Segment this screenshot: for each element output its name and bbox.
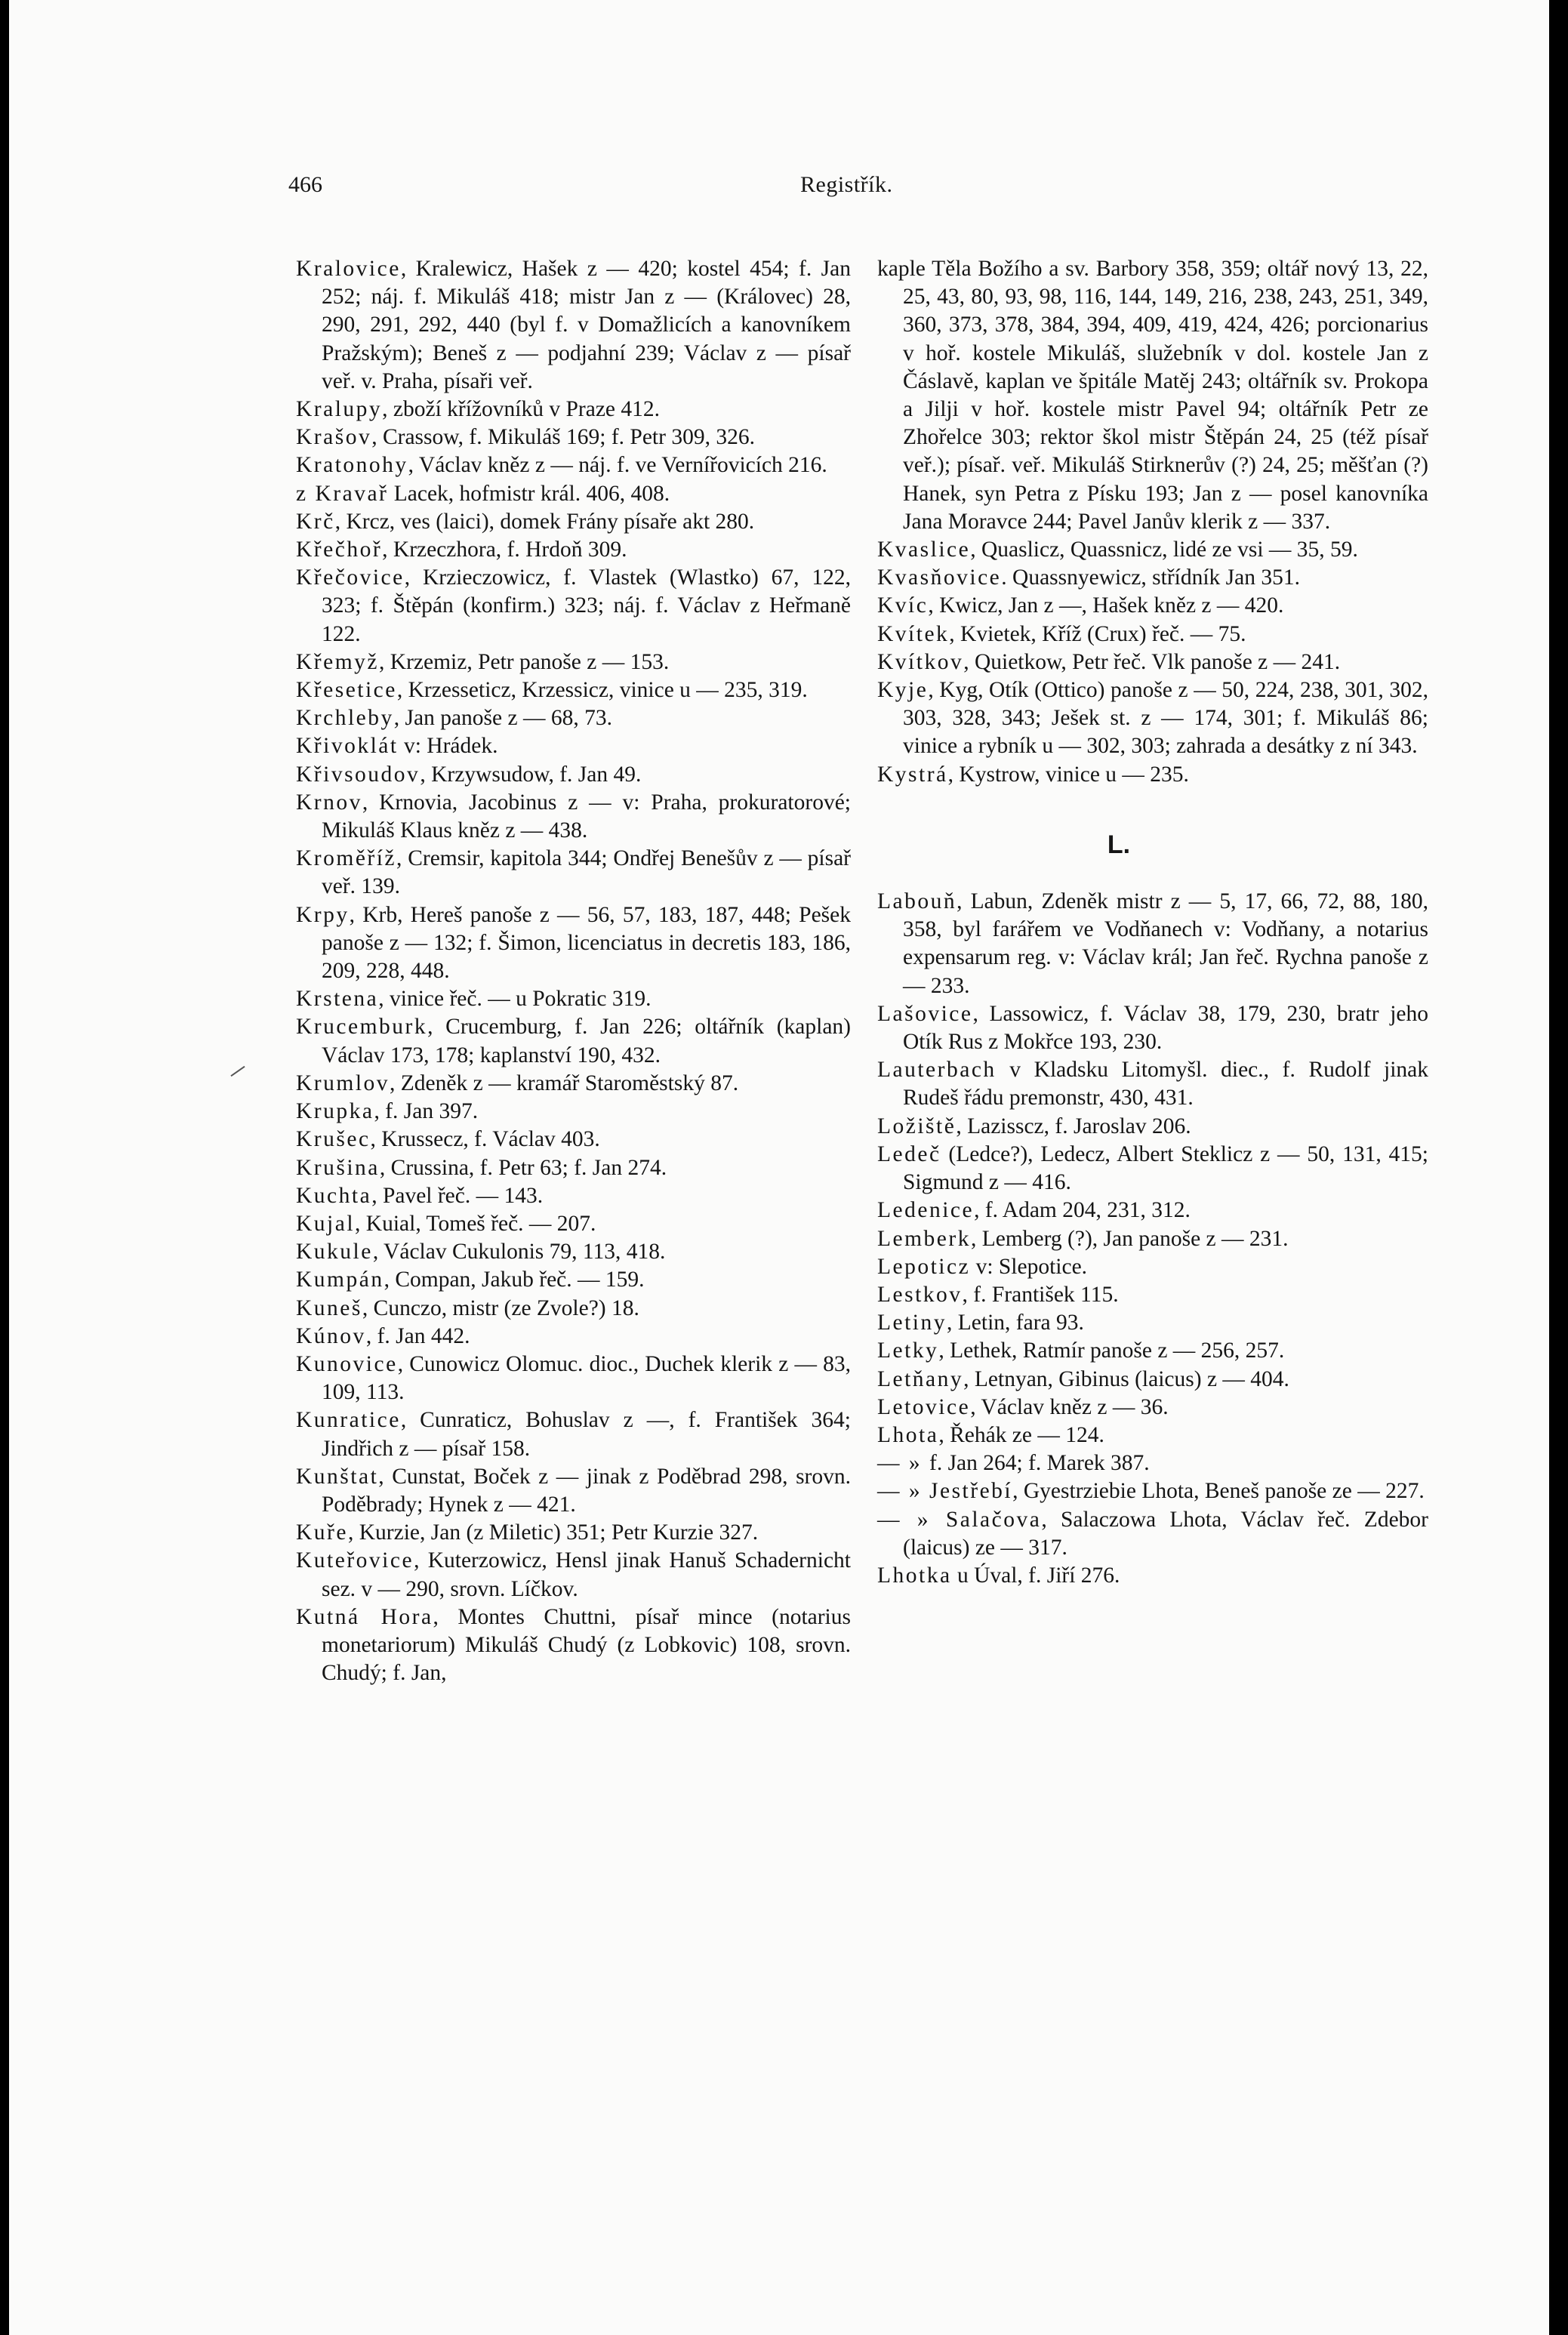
entry-text: , Kurzie, Jan (z Miletic) 351; Petr Kurzie 327. — [347, 1520, 759, 1545]
index-entry — [877, 1477, 1428, 1505]
entry-text: , f. Jan 397. — [374, 1099, 479, 1124]
entry-text: , Gyestrziebie Lhota, Beneš panoše ze — 227. — [1012, 1479, 1425, 1504]
index-entry — [296, 1238, 851, 1266]
index-entry — [877, 676, 1428, 761]
entry-text: , Krzesseticz, Krzessicz, vinice u — 235, 319. — [396, 678, 808, 703]
index-entry — [296, 1126, 851, 1154]
entry-headword: Kuteřovice — [296, 1548, 414, 1573]
entry-headword: — » Jestřebí — [877, 1479, 1013, 1504]
entry-headword: — » — [877, 1451, 929, 1476]
entry-headword: Kuchta — [296, 1183, 372, 1208]
pencil-mark — [230, 1066, 245, 1077]
index-entry — [877, 564, 1428, 592]
entry-headword: Kumpán — [296, 1268, 384, 1292]
index-entry — [296, 985, 851, 1013]
entry-headword: Krč — [296, 509, 335, 534]
entry-text: , Václav kněz z — náj. f. ve Vernířovicích 216. — [408, 453, 827, 478]
entry-text: , f. Jan 442. — [365, 1323, 470, 1348]
entry-headword: Letovice — [877, 1394, 971, 1419]
index-entry — [877, 1056, 1428, 1112]
entry-headword: Ledeč — [877, 1141, 941, 1166]
index-entry — [877, 888, 1428, 1000]
index-entry — [296, 564, 851, 648]
entry-headword: Lašovice — [877, 1001, 973, 1026]
index-entry — [877, 1225, 1428, 1253]
entry-headword: Labouň — [877, 889, 957, 914]
entry-headword: Kutná Hora — [296, 1604, 433, 1629]
entry-headword: Ledenice — [877, 1198, 975, 1223]
entry-text: , Quietkow, Petr řeč. Vlk panoše z — 241. — [963, 649, 1341, 674]
entry-text: Lacek, hofmistr král. 406, 408. — [388, 481, 670, 506]
index-entry — [296, 1154, 851, 1182]
index-entry — [877, 1366, 1428, 1394]
index-entry — [296, 704, 851, 732]
index-entry — [296, 1098, 851, 1126]
index-entry — [296, 255, 851, 396]
entry-headword: Krstena — [296, 987, 379, 1012]
entry-headword: Lhotka — [877, 1563, 952, 1588]
entry-headword: Kunovice — [296, 1351, 398, 1376]
index-entry — [296, 1519, 851, 1547]
entry-headword: Kratonohy — [296, 453, 408, 478]
index-entry — [296, 1463, 851, 1519]
entry-text: . Quassnyewicz, střídník Jan 351. — [1001, 565, 1300, 590]
entry-headword: Kunštat — [296, 1464, 379, 1489]
entry-headword: Kuře — [296, 1520, 348, 1545]
entry-text: f. Jan 264; f. Marek 387. — [929, 1451, 1150, 1476]
entry-text: , Krzeczhora, f. Hrdoň 309. — [382, 538, 627, 562]
entry-headword: Kystrá — [877, 762, 948, 787]
entry-headword: Křečhoř — [296, 538, 383, 562]
entry-text: , Letnyan, Gibinus (laicus) z — 404. — [963, 1366, 1289, 1391]
entry-text: , Cunraticz, Bohuslav z —, f. František 364; Jindřich z — písař 158. — [322, 1408, 851, 1461]
entry-text: , Lazisscz, f. Jaroslav 206. — [956, 1114, 1191, 1138]
entry-text: , vinice řeč. — u Pokratic 319. — [378, 987, 652, 1012]
entry-text: kaple Těla Božího a sv. Barbory 358, 359; oltář nový 13, 22, 25, 43, 80, 93, 98, 116, 144, 149, 216, 238, 243, 251, 349, 360, 373, 378, 384, 394, 409, 419, 424, 426; porcionarius v hoř. kostele Mikuláš, služebník v dol. kostele Jan z Čáslavě, kaplan ve špitále Matěj 243; oltářník sv. Prokopa a Jilji v hoř. kostele mistr Pavel 94; oltářník Petr ze Zhořelce 303; rektor škol mistr Štěpán 24, 25 (též písař veř.); písař. veř. Mikuláš Stirknerův (?) 24, 25; měšťan (?) Hanek, syn Petra z Písku 193; Jan z — posel kanovníka Jana Moravce 244; Pavel Janův klerik z — 337. — [877, 257, 1428, 534]
index-entry — [296, 451, 851, 479]
entry-text: , Crassow, f. Mikuláš 169; f. Petr 309, 326. — [371, 425, 755, 450]
entry-headword: Letiny — [877, 1311, 947, 1335]
entry-headword: Křivsoudov — [296, 762, 420, 787]
entry-headword: Křečovice — [296, 565, 405, 590]
entry-text: , Cunstat, Boček z — jinak z Poděbrad 298, srovn. Poděbrady; Hynek z — 421. — [322, 1464, 851, 1517]
entry-text: , Krussecz, f. Václav 403. — [370, 1127, 600, 1152]
entry-text: , Řehák ze — 124. — [938, 1422, 1104, 1447]
left-column — [296, 255, 851, 1687]
entry-headword: Krucemburk — [296, 1015, 428, 1040]
entry-headword: Krušec — [296, 1127, 371, 1152]
index-entry — [877, 1141, 1428, 1197]
entry-headword: — » Salačova — [877, 1507, 1042, 1532]
entry-headword: Kunratice — [296, 1408, 401, 1433]
entry-headword: Krašov — [296, 425, 372, 450]
entry-headword: Lhota — [877, 1422, 939, 1447]
index-entry — [877, 1000, 1428, 1056]
index-entry — [877, 1281, 1428, 1309]
index-entry — [296, 676, 851, 704]
index-entry — [877, 1197, 1428, 1224]
index-entry — [296, 648, 851, 676]
index-entry — [877, 1337, 1428, 1365]
index-entry — [296, 732, 851, 760]
index-entry — [296, 1323, 851, 1351]
index-entry — [877, 1422, 1428, 1449]
index-entry — [296, 1547, 851, 1603]
index-entry — [296, 789, 851, 845]
entry-headword: Lemberk — [877, 1226, 971, 1251]
section-letter-heading: L. — [1107, 830, 1131, 859]
index-entry — [296, 1266, 851, 1294]
index-entry — [296, 761, 851, 789]
entry-headword: Kroměříž — [296, 846, 397, 871]
entry-headword: Kvaslice — [877, 538, 971, 562]
document-page — [9, 0, 1549, 2335]
entry-headword: Krchleby — [296, 706, 394, 731]
index-entry — [296, 508, 851, 536]
entry-headword: Lepoticz — [877, 1254, 971, 1279]
entry-text: v: Hrádek. — [398, 734, 498, 759]
entry-text: , Cunczo, mistr (ze Zvole?) 18. — [362, 1295, 639, 1320]
entry-text: , Compan, Jakub řeč. — 159. — [384, 1268, 645, 1292]
entry-text: , Labun, Zdeněk mistr z — 5, 17, 66, 72, 88, 180, 358, byl farářem ve Vodňanech v: Vodňany, a notarius expensarum reg. v: Václav král; Jan řeč. Rychna panoše z — 233. — [903, 889, 1428, 998]
entry-text: , Kyg, Otík (Ottico) panoše z — 50, 224, 238, 301, 302, 303, 328, 343; Ješek st. z — 174, 301; f. Mikuláš 86; vinice a rybník u — 302, 303; zahrada a desátky z ní 343. — [903, 678, 1428, 759]
entry-text: , Václav kněz z — 36. — [970, 1394, 1169, 1419]
index-entry — [877, 1506, 1428, 1562]
entry-headword: Kvíc — [877, 593, 929, 618]
index-entry — [877, 255, 1428, 536]
entry-text: , zboží křížovníků v Praze 412. — [382, 397, 660, 422]
entry-headword: Kvítkov — [877, 649, 964, 674]
entry-text: , Kuterzowicz, Hensl jinak Hanuš Schadernicht sez. v — 290, srovn. Líčkov. — [322, 1548, 851, 1601]
entry-text: , Krcz, ves (laici), domek Frány písaře akt 280. — [334, 509, 755, 534]
entry-headword: Lestkov — [877, 1282, 963, 1307]
entry-headword: Křemyž — [296, 649, 380, 674]
entry-text: , Crucemburg, f. Jan 226; oltářník (kaplan) Václav 173, 178; kaplanství 190, 432. — [322, 1015, 851, 1067]
entry-text: , Pavel řeč. — 143. — [371, 1183, 544, 1208]
index-entry — [877, 648, 1428, 676]
index-entry — [877, 1113, 1428, 1141]
entry-text: v Kladsku Litomyšl. diec., f. Rudolf jinak Rudeš řádu premonstr, 430, 431. — [903, 1058, 1428, 1111]
entry-headword: Kúnov — [296, 1323, 366, 1348]
entry-text: , Krnovia, Jacobinus z — v: Praha, prokuratorové; Mikuláš Klaus kněz z — 438. — [322, 790, 851, 843]
entry-text: , Lemberg (?), Jan panoše z — 231. — [970, 1226, 1289, 1251]
entry-headword: Ložiště — [877, 1114, 957, 1138]
index-entry — [296, 1013, 851, 1069]
entry-text: , Lassowicz, f. Václav 38, 179, 230, bratr jeho Otík Rus z Mokřce 193, 230. — [903, 1001, 1428, 1055]
entry-headword: Kralupy — [296, 397, 383, 422]
entry-text: , Václav Cukulonis 79, 113, 418. — [372, 1240, 666, 1265]
index-entry — [877, 1394, 1428, 1422]
entry-text: , Krb, Hereš panoše z — 56, 57, 183, 187, 448; Pešek panoše z — 132; f. Šimon, licenciatus in decretis 183, 186, 209, 228, 448. — [322, 902, 851, 984]
index-entry — [877, 1562, 1428, 1590]
entry-text: , Jan panoše z — 68, 73. — [393, 706, 612, 731]
entry-text: , Montes Chuttni, písař mince (notarius monetariorum) Mikuláš Chudý (z Lobkovic) 108, srovn. Chudý; f. Jan, — [322, 1604, 851, 1686]
index-entry — [296, 901, 851, 986]
index-entry — [877, 536, 1428, 564]
entry-text: , Letin, fara 93. — [947, 1311, 1084, 1335]
entry-text: , Kvietek, Kříž (Crux) řeč. — 75. — [949, 621, 1246, 646]
entry-headword: Krpy — [296, 902, 350, 927]
entry-headword: Lauterbach — [877, 1058, 997, 1083]
index-entry — [877, 592, 1428, 620]
entry-text: , Salaczowa Lhota, Václav řeč. Zdebor (laicus) ze — 317. — [903, 1507, 1428, 1560]
page-header — [288, 172, 1568, 202]
entry-headword: z Kravař — [296, 481, 389, 506]
entry-headword: Krnov — [296, 790, 362, 815]
entry-text: , Krzemiz, Petr panoše z — 153. — [379, 649, 670, 674]
entry-headword: Kukule — [296, 1240, 373, 1265]
index-entry — [877, 761, 1428, 789]
entry-headword: Krumlov — [296, 1070, 390, 1095]
entry-text: (Ledce?), Ledecz, Albert Steklicz z — 50, 131, 415; Sigmund z — 416. — [903, 1141, 1428, 1195]
entry-headword: Kvasňovice — [877, 565, 1002, 590]
entry-text: , Crussina, f. Petr 63; f. Jan 274. — [379, 1155, 667, 1180]
right-column-entries-k — [877, 255, 1428, 789]
entry-text: , Kuial, Tomeš řeč. — 207. — [355, 1211, 596, 1236]
index-entry — [296, 1603, 851, 1688]
entry-text: v: Slepotice. — [970, 1254, 1088, 1279]
index-entry — [877, 1309, 1428, 1337]
entry-text: , Krzywsudow, f. Jan 49. — [420, 762, 642, 787]
entry-headword: Kralovice — [296, 257, 401, 281]
entry-text: , Zdeněk z — kramář Staroměstský 87. — [390, 1070, 739, 1095]
index-entry — [877, 621, 1428, 648]
entry-headword: Křesetice — [296, 678, 397, 703]
entry-text: , f. František 115. — [962, 1282, 1119, 1307]
entry-text: , Kralewicz, Hašek z — 420; kostel 454; f. Jan 252; náj. f. Mikuláš 418; mistr Jan z — (Královec) 28, 290, 291, 292, 440 (byl f. v Domažlicích a kanovníkem Pražským); Beneš z — podjahní 239; Václav z — písař veř. v. Praha, písaři veř. — [322, 257, 851, 393]
entry-text: u Úval, f. Jiří 276. — [951, 1563, 1120, 1588]
right-column-entries-l — [877, 888, 1428, 1590]
entry-headword: Křivoklát — [296, 734, 399, 759]
entry-headword: Letky — [877, 1338, 939, 1363]
index-entry — [296, 1406, 851, 1462]
entry-headword: Krupka — [296, 1099, 374, 1124]
index-entry — [296, 424, 851, 451]
index-entry — [296, 1351, 851, 1406]
index-entry — [296, 480, 851, 508]
entry-headword: Kyje — [877, 678, 929, 703]
page-number: 466 — [288, 172, 322, 197]
entry-text: , Kwicz, Jan z —, Hašek kněz z — 420. — [928, 593, 1284, 618]
entry-headword: Krušina — [296, 1155, 380, 1180]
entry-headword: Kvítek — [877, 621, 950, 646]
index-entry — [296, 1295, 851, 1323]
index-entry — [877, 1253, 1428, 1281]
entry-text: , f. Adam 204, 231, 312. — [974, 1198, 1191, 1223]
index-entry — [296, 1182, 851, 1210]
entry-text: , Kystrow, vinice u — 235. — [947, 762, 1189, 787]
index-entry — [296, 536, 851, 564]
entry-text: , Cremsir, kapitola 344; Ondřej Benešův z — písař veř. 139. — [322, 846, 851, 899]
index-entry — [877, 1449, 1428, 1477]
entry-headword: Letňany — [877, 1366, 964, 1391]
entry-text: , Cunowicz Olomuc. dioc., Duchek klerik z — 83, 109, 113. — [322, 1351, 851, 1405]
right-column — [877, 255, 1428, 1590]
entry-headword: Kuneš — [296, 1295, 362, 1320]
index-entry — [296, 1210, 851, 1238]
entry-text: , Krzieczowicz, f. Vlastek (Wlastko) 67, 122, 323; f. Štěpán (konfirm.) 323; náj. f. Václav z Heřmaně 122. — [322, 565, 851, 646]
entry-text: , Quaslicz, Quassnicz, lidé ze vsi — 35, 59. — [970, 538, 1358, 562]
index-entry — [296, 845, 851, 901]
index-entry — [296, 1070, 851, 1098]
running-title: Registřík. — [800, 172, 893, 197]
entry-text: , Lethek, Ratmír panoše z — 256, 257. — [938, 1338, 1285, 1363]
index-entry — [296, 396, 851, 424]
entry-headword: Kujal — [296, 1211, 356, 1236]
